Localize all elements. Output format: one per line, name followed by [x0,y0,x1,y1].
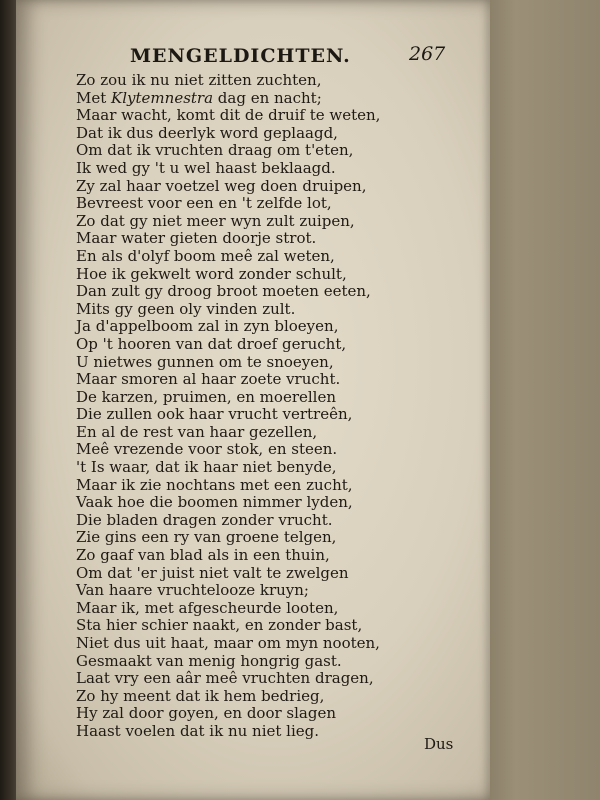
poem-line: Dat ik dus deerlyk word geplaagd, [76,123,338,142]
poem-line: Zo gaaf van blad als in een thuin, [76,546,330,565]
poem-line: Op 't hooren van dat droef gerucht, [76,334,347,353]
running-header [130,45,460,71]
poem-line: Maar wacht, komt dit de druif te weten, [76,106,381,125]
poem-line: Dan zult gy droog broot moeten eeten, [76,282,371,301]
poem-line: Om dat ik vruchten draag om t'eten, [76,141,354,160]
poem-text [76,72,396,741]
poem-line: Om dat 'er juist niet valt te zwelgen [76,563,349,582]
poem-line: Zo zou ik nu niet zitten zuchten, [76,71,322,89]
poem-line: Meê vrezende voor stok, en steen. [76,440,338,459]
poem-line: Haast voelen dat ik nu niet lieg. [76,721,320,740]
poem-line: Hoe ik gekwelt word zonder schult, [76,264,347,283]
poem-line: U nietwes gunnen om te snoeyen, [76,352,334,371]
facing-page-edge [488,0,600,800]
poem-line: Met Klytemnestra dag en nacht; [76,88,322,107]
page-number: 267 [409,43,446,65]
poem-line: Maar ik zie nochtans met een zucht, [76,475,353,494]
poem-line: Zo dat gy niet meer wyn zult zuipen, [76,211,355,230]
poem-line: Zy zal haar voetzel weg doen druipen, [76,176,367,195]
poem-line: Maar ik, met afgescheurde looten, [76,598,339,617]
poem-line: Ik wed gy 't u wel haast beklaagd. [76,158,336,177]
poem-line: Mits gy geen oly vinden zult. [76,299,296,318]
poem-line: Gesmaakt van menig hongrig gast. [76,651,342,670]
running-title: MENGELDICHTEN. [130,45,351,67]
poem-line: Laat vry een aâr meê vruchten dragen, [76,669,374,688]
poem-line: En al de rest van haar gezellen, [76,422,318,441]
poem-line: Maar smoren al haar zoete vrucht. [76,370,341,389]
poem-line: 't Is waar, dat ik haar niet benyde, [76,458,337,477]
poem-line: Vaak hoe die boomen nimmer lyden, [76,493,353,512]
poem-line: De karzen, pruimen, en moerellen [76,387,336,406]
poem-line: Hy zal door goyen, en door slagen [76,704,337,723]
poem-line: En als d'olyf boom meê zal weten, [76,246,335,265]
poem-line: Maar water gieten doorje strot. [76,229,317,248]
catchword: Dus [424,735,454,753]
poem-line: Bevreest voor een en 't zelfde lot, [76,194,332,213]
book-page [16,0,490,800]
poem-line: Van haare vruchtelooze kruyn; [76,581,309,600]
poem-line: Die zullen ook haar vrucht vertreên, [76,405,353,424]
poem-line: Ja d'appelboom zal in zyn bloeyen, [76,317,339,336]
poem-line: Sta hier schier naakt, en zonder bast, [76,616,363,635]
poem-line: Zie gins een ry van groene telgen, [76,528,337,547]
poem-line: Niet dus uit haat, maar om myn nooten, [76,634,380,652]
poem-line: Die bladen dragen zonder vrucht. [76,510,333,529]
poem-line: Zo hy meent dat ik hem bedrieg, [76,686,325,705]
